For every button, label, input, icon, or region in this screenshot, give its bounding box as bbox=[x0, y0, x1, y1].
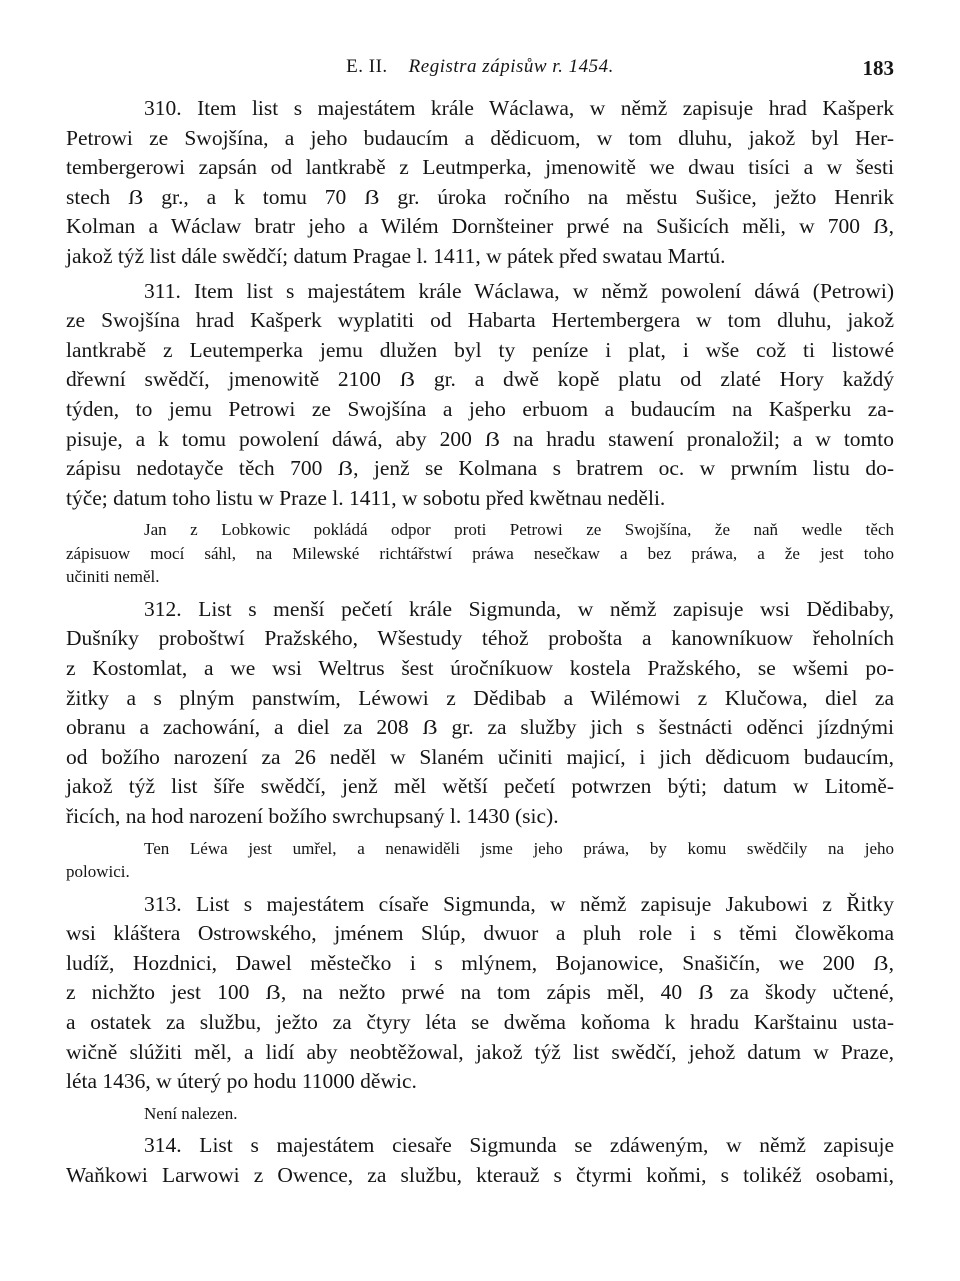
text-line: pisuje, a k tomu powolení dáwá, aby 200 ẞ na hradu stawení pronaložil; a w tomto bbox=[66, 426, 894, 451]
entry-312 bbox=[66, 595, 894, 832]
text-line: obranu a zachowání, a diel za 208 ẞ gr. za služby jich s šestnácti oděnci jízdnými bbox=[66, 715, 894, 740]
editorial-note-311 bbox=[66, 518, 894, 589]
page-number: 183 bbox=[862, 56, 894, 80]
running-header bbox=[66, 56, 894, 86]
note-line: zápisuow mocí sáhl, na Milewské richtářstwí práwa nesečkaw a bez práwa, a že jest toho bbox=[66, 543, 894, 563]
running-title: Registra zápisůw r. 1454. bbox=[408, 56, 614, 77]
text-line: 312. List s menší pečetí krále Sigmunda, w němž zapisuje wsi Dědibaby, bbox=[144, 596, 894, 621]
text-line: řicích, na hod narození božího swrchupsaný l. 1430 (sic). bbox=[66, 803, 559, 828]
entry-311 bbox=[66, 277, 894, 514]
text-line: tembergerowi zapsán od lantkrabě z Leutmperka, jmenowitě we dwau tisíci a w šesti bbox=[66, 155, 894, 180]
note-line: Jan z Lobkowic pokládá odpor proti Petrowi ze Swojšína, že naň wedle těch bbox=[144, 520, 894, 540]
text-line: ludíž, Hozdnici, Dawel městečko i s mlýnem, Bojanowice, Snašičín, we 200 ẞ, bbox=[66, 950, 894, 975]
text-line: stech ẞ gr., a k tomu 70 ẞ gr. úroka ročního na městu Sušice, ježto Henrik bbox=[66, 184, 894, 209]
section-label: E. II. bbox=[346, 56, 388, 77]
text-line: léta 1436, w úterý po hodu 11000 děwic. bbox=[66, 1069, 417, 1094]
entry-310 bbox=[66, 94, 894, 272]
text-line: žitky a s plným panstwím, Léwowi z Dědibab a Wilémowi z Klučowa, diel za bbox=[66, 685, 894, 710]
text-line: lantkrabě z Leutemperka jemu dlužen byl ty peníze i plat, i wše což ti listowé bbox=[66, 337, 894, 362]
page-body bbox=[66, 94, 894, 1195]
text-line: wičně slúžiti měl, a lidí aby neobtěžowal, jakož týž list swědčí, jehož datum w Praze, bbox=[66, 1039, 894, 1064]
text-line: Waňkowi Larwowi z Owence, za službu, kterauž s čtyrmi koňmi, s tolikéž osobami, bbox=[66, 1162, 894, 1187]
text-line: z Kostomlat, a we wsi Weltrus šest úročníkuow kostela Pražského, se wšemi po- bbox=[66, 656, 894, 680]
text-line: Dušníky proboštwí Pražského, Wšestudy téhož probošta a kanowníkuow řeholních bbox=[66, 626, 894, 651]
note-line: polowici. bbox=[66, 862, 130, 882]
text-line: 311. Item list s majestátem krále Wáclawa, w němž powolení dáwá (Petrowi) bbox=[144, 278, 894, 303]
text-line: Petrowi ze Swojšína, a jeho budaucím a dědicuom, w tom dluhu, jakož byl Her- bbox=[66, 125, 894, 150]
editorial-note-313 bbox=[66, 1102, 894, 1126]
text-line: Kolman a Wáclaw bratr jeho a Wilém Dornšteiner prwé na Sušicích měli, w 700 ẞ, bbox=[66, 214, 894, 239]
text-line: jakož týž list šíře swědčí, jenž měl wětší pečetí potwrzen býti; datum w Litomě- bbox=[66, 774, 894, 799]
text-line: od božího narození za 26 neděl w Slaném učiniti majicí, i jich dědicuom budaucím, bbox=[66, 744, 894, 769]
text-line: 314. List s majestátem ciesaře Sigmunda se zdáweným, w němž zapisuje bbox=[144, 1133, 894, 1158]
entry-313 bbox=[66, 890, 894, 1097]
editorial-note-312 bbox=[66, 837, 894, 884]
text-line: z nichžto jest 100 ẞ, na nežto prwé na tom zápis měl, 40 ẞ za škody učtené, bbox=[66, 980, 894, 1005]
note-line: Není nalezen. bbox=[144, 1103, 238, 1123]
text-line: jakož týž list dále swědčí; datum Pragae l. 1411, w pátek před swatau Martú. bbox=[66, 243, 726, 268]
text-line: týče; datum toho listu w Praze l. 1411, w sobotu před kwětnau neděli. bbox=[66, 485, 666, 510]
text-line: wsi kláštera Ostrowského, jménem Slúp, dwuor a pluh role i s těmi člowěkoma bbox=[66, 921, 894, 946]
text-line: týden, to jemu Petrowi ze Swojšína a jeho erbuom a budaucím na Kašperku za- bbox=[66, 396, 894, 421]
text-line: zápisu nedotayče těch 700 ẞ, jenž se Kolmana s bratrem oc. w prwním listu do- bbox=[66, 456, 894, 481]
text-line: 310. Item list s majestátem krále Wáclawa, w němž zapisuje hrad Kašperk bbox=[144, 96, 894, 120]
header-center bbox=[66, 56, 894, 78]
entry-314 bbox=[66, 1131, 894, 1190]
note-line: učiniti neměl. bbox=[66, 567, 160, 587]
text-line: dřewní swědčí, jmenowitě 2100 ẞ gr. a dwě kopě platu od zlaté Hory každý bbox=[66, 367, 894, 392]
text-line: ze Swojšína hrad Kašperk wyplatiti od Habarta Hertembergera w tom dluhu, jakož bbox=[66, 308, 894, 333]
text-line: 313. List s majestátem císaře Sigmunda, w němž zapisuje Jakubowi z Řitky bbox=[144, 891, 894, 916]
note-line: Ten Léwa jest umřel, a nenawiděli jsme jeho práwa, by komu swědčily na jeho bbox=[144, 838, 894, 858]
text-line: a ostatek za službu, ježto za čtyry léta se dwěma koňoma k hradu Karštainu usta- bbox=[66, 1009, 894, 1034]
